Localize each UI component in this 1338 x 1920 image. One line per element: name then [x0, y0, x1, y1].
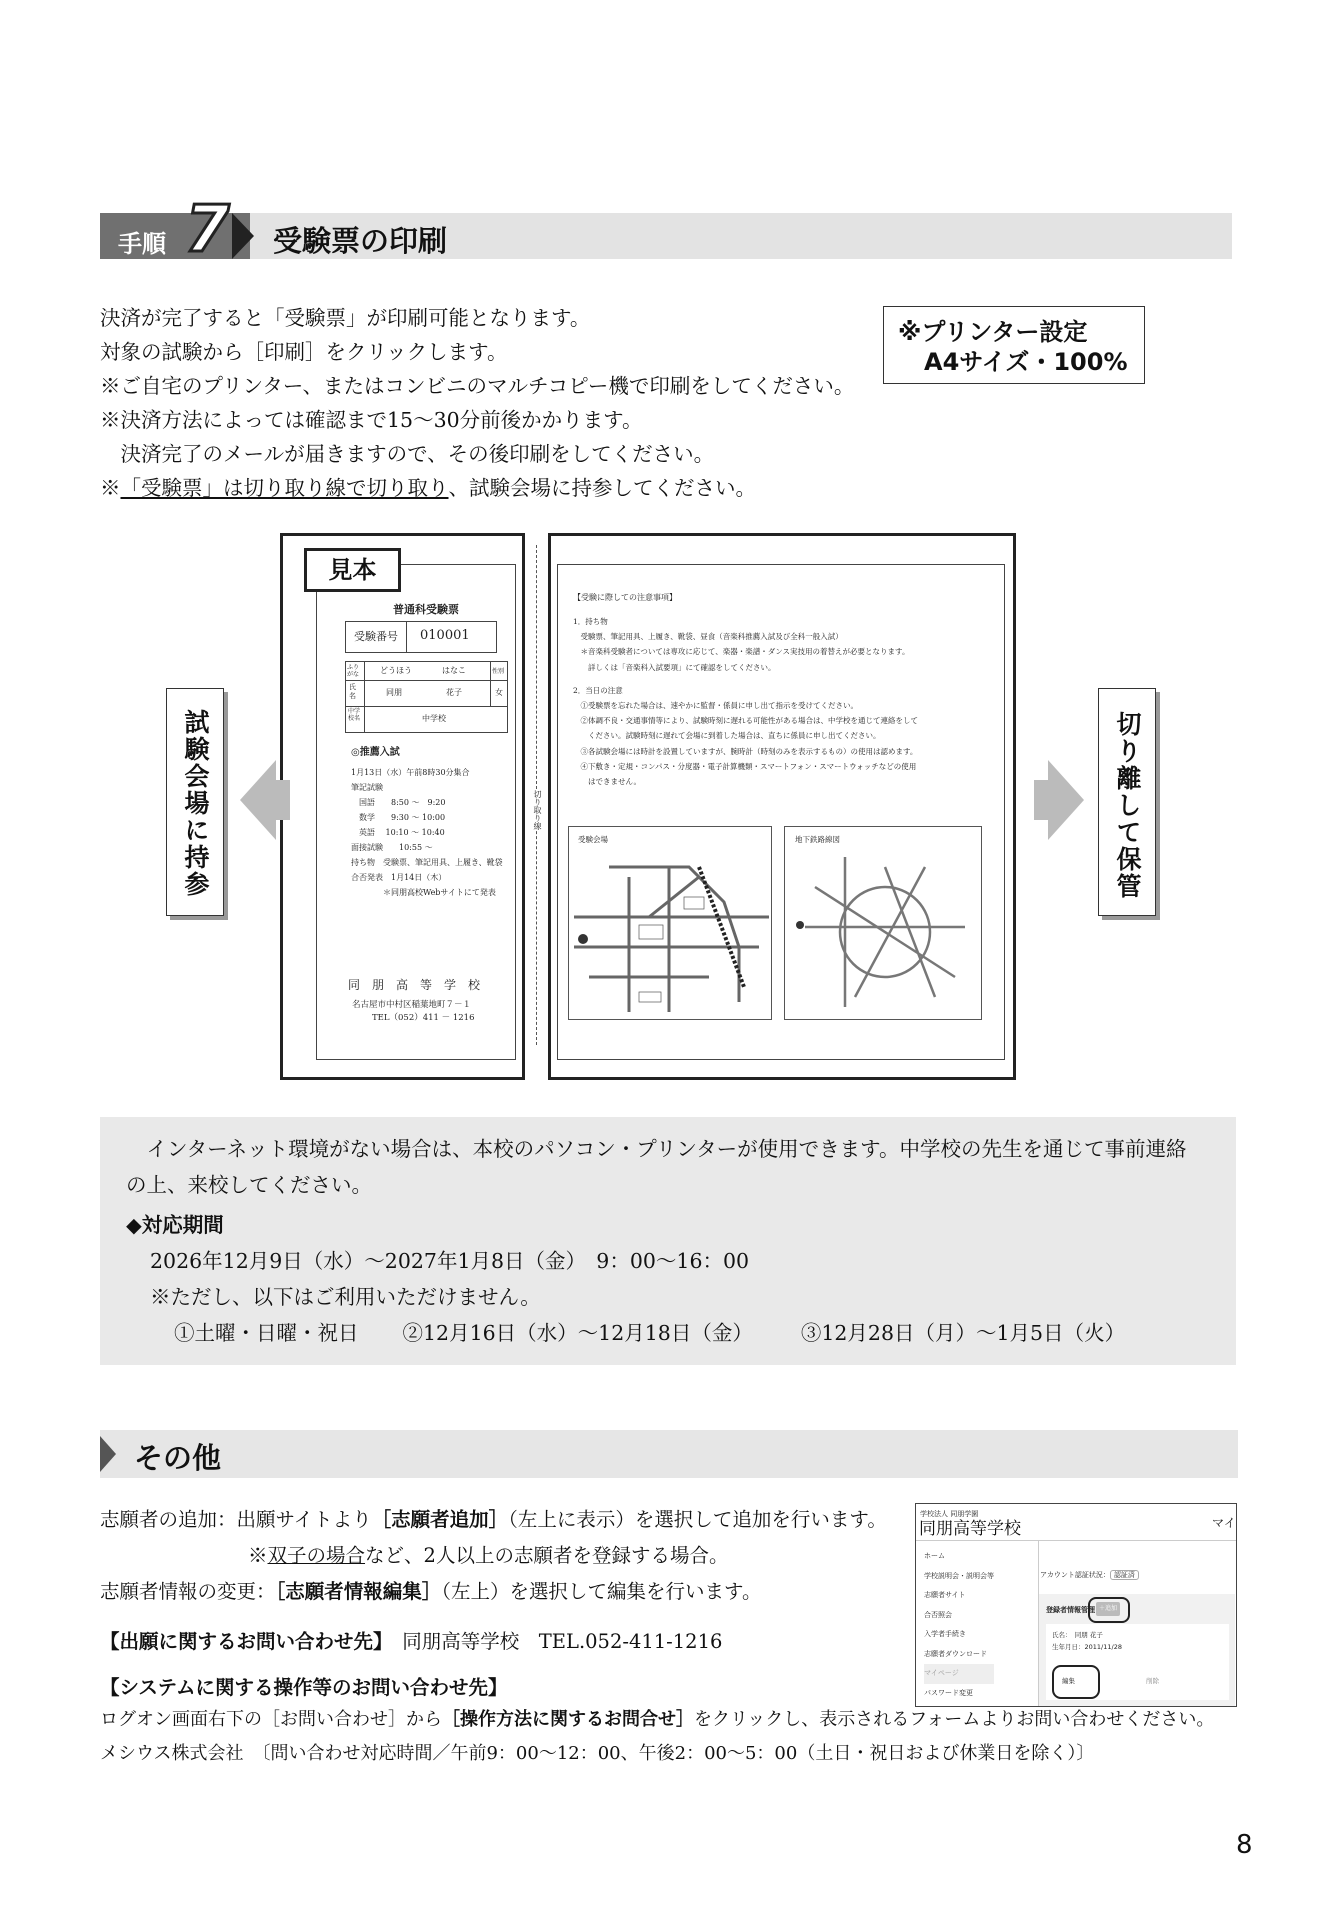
step-number: 7 — [185, 193, 230, 267]
intro-line: ※ご自宅のプリンター、またはコンビニのマルチコピー機で印刷をしてください。 — [100, 374, 855, 398]
ss-dob: 2011/11/28 — [1084, 1643, 1122, 1651]
name-last: 同朋 — [386, 688, 402, 697]
furigana-last: どうほう — [380, 666, 412, 675]
contact2-line — [100, 1702, 1214, 1738]
ticket-number-box — [345, 621, 497, 653]
ss-dob-label: 生年月日： — [1052, 1643, 1085, 1651]
info-line: インターネット環境がない場合は、本校のパソコン・プリンターが使用できます。中学校の先生を通じて事前連絡 — [126, 1137, 1187, 1161]
exam-line: 1月13日（水）午前8時30分集合 — [351, 768, 470, 777]
other-header-bar — [100, 1430, 1238, 1478]
step-label: 手順 — [118, 230, 166, 258]
ticket-school-name: 同 朋 高 等 学 校 — [348, 978, 481, 992]
ss-add-button[interactable]: ＋追加 — [1096, 1602, 1120, 1616]
twins-suffix: など、2人以上の志願者を登録する場合。 — [365, 1544, 729, 1567]
ss-menu-item[interactable]: 学校説明会・説明会等 — [924, 1571, 994, 1580]
intro-line: 決済が完了すると「受験票」が印刷可能となります。 — [100, 306, 591, 330]
furigana-label: ふりがな — [347, 664, 360, 678]
exam-line: 持ち物 受験票、筆記用具、上履き、靴袋 — [351, 858, 503, 867]
notes-line: 1．持ち物 — [573, 617, 608, 626]
venue-map-title: 受験会場 — [578, 835, 608, 844]
ss-edit-button[interactable]: 編集 — [1062, 1677, 1075, 1685]
step-title: 受験票の印刷 — [273, 224, 448, 258]
notes-line: ＊音楽科受験者については専攻に応じて、楽器・楽譜・ダンス実技用の着替えが必要となります。 — [573, 647, 910, 657]
intro-underlined: 「受験票」は切り取り線で切り取り — [120, 476, 449, 500]
sample-badge: 見本 — [304, 548, 401, 592]
twins-prefix: ※ — [248, 1544, 268, 1567]
notes-list — [573, 614, 918, 789]
subway-map — [784, 826, 982, 1020]
ss-org: 学校法人 同朋学園 — [920, 1510, 979, 1518]
ticket-name-table — [345, 661, 508, 733]
ss-menu-item[interactable]: パスワード変更 — [924, 1688, 973, 1697]
notes-line: 詳しくは「音楽科入試要項」にて確認をしてください。 — [573, 662, 776, 672]
info-line: の上、来校してください。 — [126, 1173, 372, 1197]
contact2-company: メシウス株式会社 〔問い合わせ対応時間／午前9：00～12：00、午後2：00～5：00（土日・祝日および休業日を除く）〕 — [100, 1743, 1095, 1764]
left-side-label-box — [166, 688, 224, 916]
ss-menu-item[interactable]: 合否照会 — [924, 1610, 952, 1619]
ss-corner: マイ — [1212, 1516, 1236, 1530]
ss-menu-item[interactable]: 入学者手続き — [924, 1630, 966, 1638]
left-arrow-icon — [240, 760, 276, 840]
printer-line2: A4サイズ・100% — [924, 348, 1128, 376]
school-label: 中学校名 — [348, 708, 361, 722]
site-screenshot — [915, 1503, 1237, 1707]
twins-underlined: 双子の場合 — [267, 1544, 366, 1567]
exam-line: 合否発表 1月14日（木） — [351, 873, 447, 882]
exam-title: ◎推薦入試 — [351, 747, 400, 758]
period-exceptions — [126, 1315, 1186, 1351]
right-side-label-box — [1098, 688, 1156, 916]
ss-menu-item[interactable]: マイページ — [924, 1664, 994, 1684]
intro-line: ※決済方法によっては確認まで15～30分前後かかります。 — [100, 408, 643, 432]
printer-setting-box — [883, 306, 1145, 384]
period-value: 2026年12月9日（水）～2027年1月8日（金） 9：00～16：00 — [150, 1249, 750, 1273]
exam-line: 面接試験 10:55 ～ — [351, 843, 433, 852]
contact2-title: 【システムに関する操作等のお問い合わせ先】 — [100, 1676, 508, 1699]
intro-text — [100, 301, 854, 505]
intro-mark: ※ — [100, 476, 121, 500]
edit-prefix: 志願者情報の変更： — [100, 1580, 276, 1603]
ticket-tel: TEL（052）411 － 1216 — [372, 1013, 475, 1023]
notes-line: 受験票、筆記用具、上履き、靴袋、昼食（音楽科推薦入試及び全科一般入試） — [573, 632, 843, 642]
contact2-prefix: ログオン画面右下の［お問い合わせ］から — [100, 1709, 442, 1730]
notes-line: はできません。 — [573, 777, 641, 787]
name-first: 花子 — [446, 688, 462, 697]
school-value: 中学校 — [422, 714, 446, 723]
intro-line — [100, 471, 854, 505]
add-suffix: （左上に表示）を選択して追加を行います。 — [508, 1508, 887, 1531]
sex-label: 性別 — [492, 668, 505, 675]
notes-line: ③各試験会場には時計を設置していますが、腕時計（時刻のみを表示するもの）の使用は認めます。 — [573, 746, 918, 756]
page-number: 8 — [1236, 1830, 1253, 1860]
exception-item: ②12月16日（水）～12月18日（金） — [402, 1321, 753, 1345]
ss-status-label: アカウント認証状況： — [1040, 1571, 1110, 1579]
notes-title: 【受験に際しての注意事項】 — [573, 593, 677, 602]
ss-status-value: 認証済 — [1110, 1570, 1139, 1580]
ss-delete-button[interactable]: 削除 — [1146, 1677, 1159, 1685]
exam-details — [351, 765, 503, 900]
ss-name-label: 氏名： — [1052, 1631, 1069, 1639]
cut-line-label: 切り取り線 — [530, 790, 544, 830]
info-box — [100, 1117, 1236, 1365]
intro-suffix: 、試験会場に持参してください。 — [448, 476, 756, 500]
notes-line: ②体調不良・交通事情等により、試験時刻に遅れる可能性がある場合は、中学校を通じて連絡をして — [573, 716, 918, 726]
furigana-first: はなこ — [442, 666, 466, 675]
ss-menu-item[interactable]: 志願者サイト — [924, 1591, 966, 1599]
right-arrow-icon — [1048, 760, 1084, 840]
intro-line: 決済完了のメールが届きますので、その後印刷をしてください。 — [100, 442, 715, 466]
edit-suffix: （左上）を選択して編集を行います。 — [441, 1580, 762, 1603]
right-arrow-shaft — [1034, 780, 1048, 820]
period-title: ◆対応期間 — [126, 1213, 224, 1237]
ticket-number-label: 受験番号 — [354, 630, 398, 643]
ss-menu-item[interactable]: ホーム — [924, 1552, 945, 1560]
step-arrow-icon — [232, 213, 254, 259]
ss-school: 同朋高等学校 — [919, 1519, 1021, 1539]
left-arrow-shaft — [276, 780, 290, 820]
notes-line: ください。試験時刻に遅れて会場に到着した場合は、直ちに係員に申し出てください。 — [573, 731, 881, 741]
notes-line: 2．当日の注意 — [573, 685, 623, 695]
intro-line: 対象の試験から［印刷］をクリックします。 — [100, 340, 508, 364]
contact1-title: 【出願に関するお問い合わせ先】 — [100, 1630, 383, 1653]
left-side-label: 試験会場に持参 — [181, 709, 210, 898]
ss-menu — [924, 1547, 994, 1703]
notes-line: ①受験票を忘れた場合は、速やかに監督・係員に申し出て指示を受けてください。 — [573, 701, 858, 711]
exam-line: 数学 9:30 ～ 10:00 — [351, 813, 446, 822]
contact2-bold: ［操作方法に関するお問合せ］ — [442, 1709, 694, 1730]
other-arrow-icon — [100, 1436, 116, 1472]
exam-line: ＊同朋高校Webサイトにて発表 — [351, 888, 496, 897]
printer-line1: ※プリンター設定 — [898, 318, 1088, 346]
ticket-address: 名古屋市中村区稲葉地町７－１ — [352, 1000, 472, 1010]
subway-map-drawing — [785, 827, 982, 1020]
exam-line: 英語 10:10 ～ 10:40 — [351, 828, 445, 837]
ss-applicant — [1052, 1629, 1122, 1653]
period-note: ※ただし、以下はご利用いただけません。 — [150, 1285, 541, 1309]
other-title: その他 — [134, 1441, 222, 1475]
notes-line: ④下敷き・定規・コンパス・分度器・電子計算機類・スマートフォン・スマートウォッチなどの使用 — [573, 761, 917, 771]
step-header-bar — [100, 213, 1232, 259]
right-side-label: 切り離して保管 — [1113, 711, 1142, 900]
venue-map — [568, 826, 772, 1020]
ss-name: 同朋 花子 — [1074, 1631, 1103, 1639]
add-prefix: 志願者の追加：出願サイトより — [100, 1508, 372, 1531]
ss-menu-item[interactable]: 志願者ダウンロード — [924, 1649, 987, 1658]
ss-registered: 登録者情報管理 — [1046, 1606, 1095, 1614]
contact2-suffix: をクリックし、表示されるフォームよりお問い合わせください。 — [694, 1709, 1215, 1730]
contact1-body: 同朋高等学校 TEL.052-411-1216 — [382, 1630, 723, 1653]
exam-line: 筆記試験 — [351, 783, 383, 792]
venue-map-drawing — [569, 827, 772, 1020]
ss-status — [1040, 1568, 1139, 1582]
exception-item: ①土曜・日曜・祝日 — [174, 1321, 359, 1345]
exam-line: 国語 8:50 ～ 9:20 — [351, 798, 446, 807]
exception-item: ③12月28日（月）～1月5日（火） — [800, 1321, 1126, 1345]
subway-map-title: 地下鉄路線図 — [795, 835, 840, 844]
name-label: 氏名 — [349, 683, 356, 700]
ticket-title: 普通科受験票 — [393, 603, 459, 616]
ticket-number-value: 010001 — [420, 628, 470, 643]
sex-value: 女 — [495, 688, 503, 697]
edit-bold: ［志願者情報編集］ — [275, 1580, 442, 1603]
add-bold: ［志願者追加］ — [371, 1508, 509, 1531]
